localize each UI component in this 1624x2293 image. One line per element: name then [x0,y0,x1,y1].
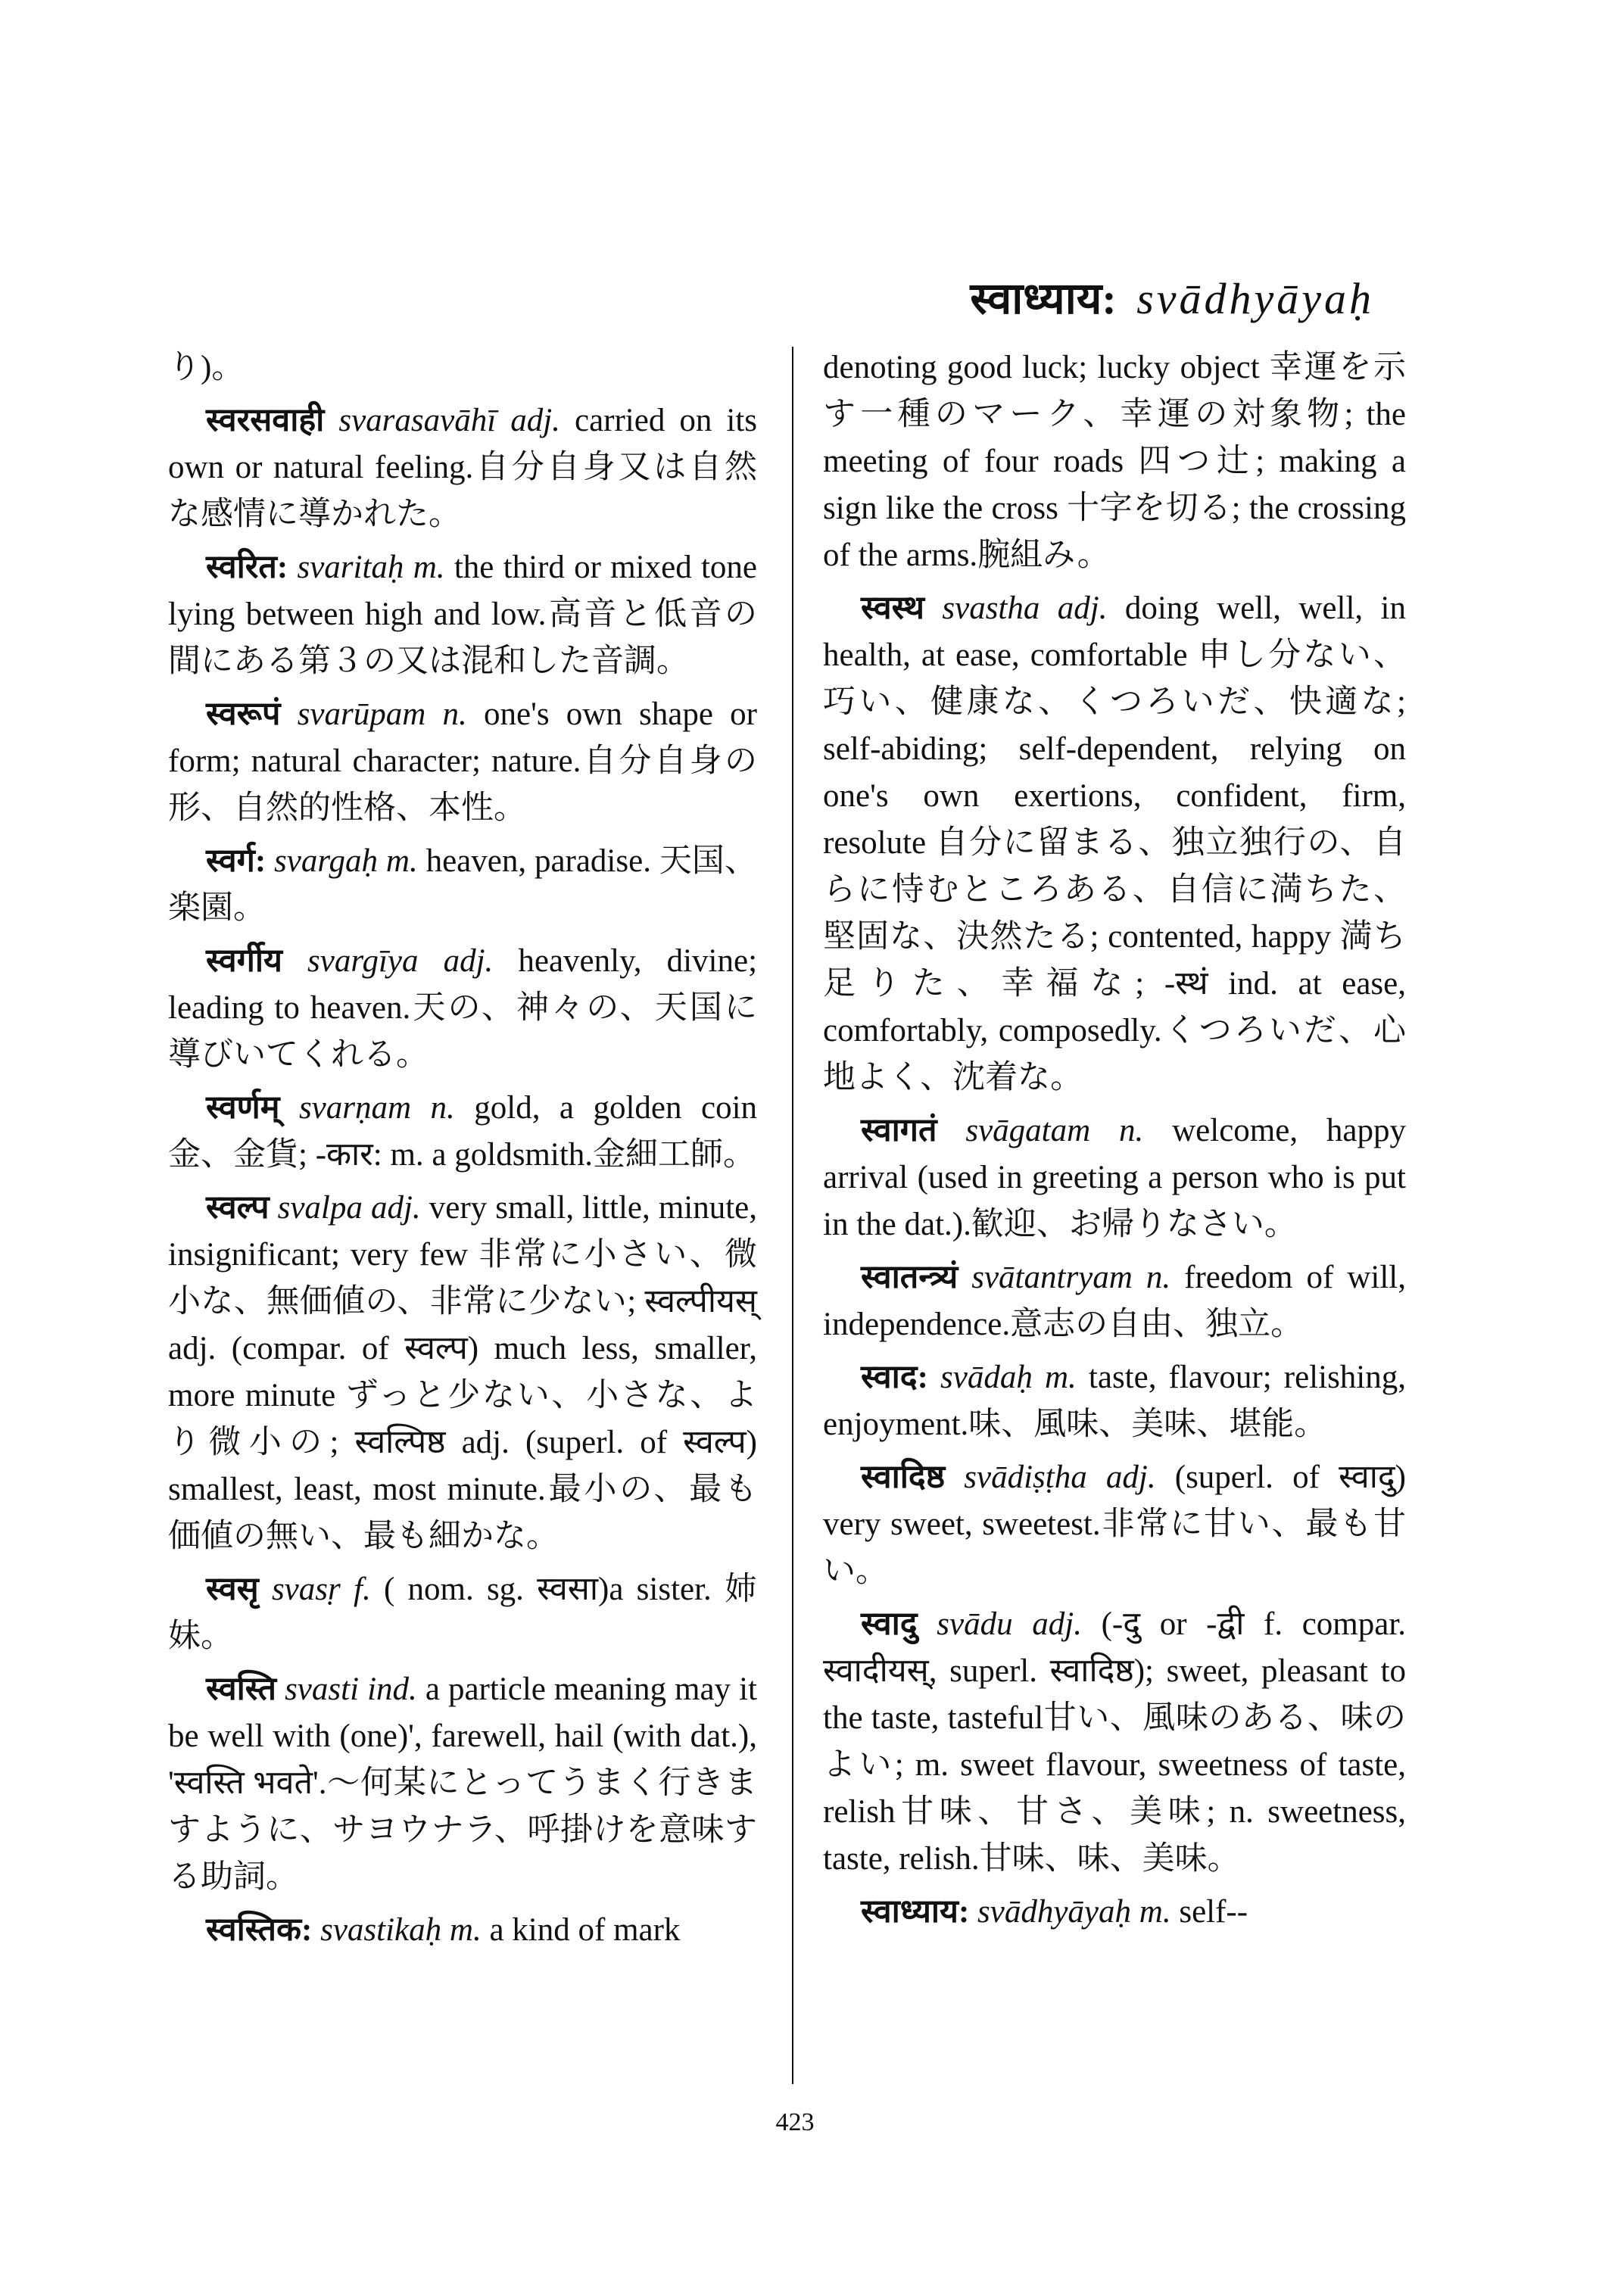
dictionary-entry [168,1185,757,1560]
transliteration: svarṇam [298,1090,412,1126]
transliteration: svargaḥ [274,843,379,879]
definition: freedom of will, independence.意志の自由、独立。 [823,1260,1406,1342]
headword: स्वस्ति [206,1671,277,1707]
headword: स्वर्ग: [206,843,267,879]
transliteration: svalpa [277,1190,363,1226]
dictionary-entry [168,1666,757,1901]
transliteration: svaritaḥ [297,550,404,585]
dictionary-entry [823,1108,1406,1248]
dictionary-entry [168,397,757,538]
headword: स्वाध्याय: [861,1894,970,1930]
grammar-label: adj. [370,1190,421,1226]
left-column [168,344,757,1960]
transliteration: svastikaḥ [320,1912,442,1948]
dictionary-entry [168,838,757,932]
page-number: 423 [775,2108,815,2136]
definition: one's own shape or form; natural character; nature.自分自身の形、自然的性格、本性。 [168,696,757,826]
definition: carried on its own or natural feeling.自分自身又は自然な感情に導かれた。 [168,403,758,532]
dictionary-entry [823,1354,1406,1448]
running-head [970,266,1374,326]
definition: heavenly, divine; leading to heaven.天の、神々の、天国に導びいてくれる。 [168,943,758,1073]
headword: स्वाद: [861,1360,928,1395]
grammar-label: m. [449,1912,482,1948]
transliteration: svastha [942,590,1040,626]
grammar-label: n. [1119,1113,1144,1148]
grammar-label: f. [354,1572,371,1607]
grammar-label: m. [385,843,418,879]
grammar-label: adj. [1057,590,1108,626]
dictionary-entry [168,1566,757,1660]
transliteration: svarūpam [297,696,426,732]
transliteration: svasti [285,1671,360,1707]
definition: very small, little, minute, insignificant; very few 非常に小さい、微小な、無価値の、非常に少ない; स्वल्पीयस् adj. (compar. of स्वल्प) much less, smaller, more minute ずっと少ない、小さな、より微小の; स्वल्पिष्ठ adj. (superl. of स्वल्प) smallest, least, most minute.最小の、最も価値の無い、最も細かな。 [168,1190,758,1554]
grammar-label: m. [1044,1360,1077,1395]
running-head-devanagari: स्वाध्याय: [970,274,1117,323]
column-divider [792,347,793,2084]
transliteration: svāgatam [965,1113,1091,1148]
dictionary-entry [168,344,757,391]
running-head-transliteration: svādhyāyaḥ [1136,274,1374,323]
definition: denoting good luck; lucky object 幸運を示す一種のマーク、幸運の対象物; the meeting of four roads 四つ辻; making a sign like the cross 十字を切る; the crossing of the arms.腕組み。 [823,350,1406,573]
transliteration: svādaḥ [940,1360,1033,1395]
grammar-label: m. [413,550,445,585]
definition: り)。 [168,350,245,385]
transliteration: svādu [937,1606,1013,1642]
dictionary-entry [168,938,757,1079]
definition: gold, a golden coin 金、金貨; -कार: m. a goldsmith.金細工師。 [168,1090,758,1173]
definition: welcome, happy arrival (used in greeting a person who is put in the dat.).歓迎、お帰りなさい。 [823,1113,1406,1242]
headword: स्वल्प [206,1190,270,1226]
dictionary-entry [823,1889,1406,1936]
definition: taste, flavour; relishing, enjoyment.味、風味、美味、堪能。 [823,1360,1407,1442]
grammar-label: adj. [1032,1606,1082,1642]
right-column [823,344,1406,1942]
headword: स्वरूपं [206,696,281,732]
dictionary-entry [823,585,1406,1101]
dictionary-entry [168,691,757,832]
definition: (-दु or -द्वी f. compar. स्वादीयस्, superl. स्वादिष्ठ); sweet, pleasant to the taste, tasteful甘い、風味のある、味のよい; m. sweet flavour, sweetness of taste, relish甘味、甘さ、美味; n. sweetness, taste, relish.甘味、味、美味。 [823,1606,1407,1877]
headword: स्वातन्त्र्यं [861,1260,959,1295]
definition: the third or mixed tone lying between high and low.高音と低音の間にある第３の又は混和した音調。 [168,550,758,679]
transliteration: svasṛ [271,1572,341,1607]
grammar-label: m. [1139,1894,1171,1930]
grammar-label: n. [442,696,467,732]
grammar-label: adj. [443,943,494,979]
transliteration: svādiṣṭha [964,1460,1087,1495]
dictionary-entry [168,544,757,685]
definition: a kind of mark [489,1912,681,1948]
definition: self-- [1179,1894,1248,1930]
definition: a particle meaning may it be well with (one)', farewell, hail (with dat.), 'स्वस्ति भवते'.～何某にとってうまく行きますように、サヨウナラ、呼掛けを意味する助詞。 [168,1671,757,1895]
headword: स्वस्थ [861,590,924,626]
transliteration: svātantryam [971,1260,1133,1295]
headword: स्वर्गीय [206,943,282,979]
dictionary-entry [823,344,1406,579]
headword: स्वादु [861,1606,918,1642]
headword: स्वरित: [206,550,288,585]
definition: ( nom. sg. स्वसा)a sister. 姉妹。 [168,1572,758,1654]
transliteration: svādhyāyaḥ [977,1894,1132,1930]
dictionary-entry [823,1254,1406,1348]
headword: स्वसृ [206,1572,259,1607]
transliteration: svargīya [307,943,419,979]
grammar-label: n. [1146,1260,1171,1295]
dictionary-entry [823,1601,1406,1883]
grammar-label: adj. [1105,1460,1156,1495]
definition: heaven, paradise. 天国、楽園。 [168,843,758,926]
headword: स्वस्तिक: [206,1912,313,1948]
headword: स्वर्णम् [206,1090,280,1126]
transliteration: svarasavāhī [338,403,497,438]
headword: स्वरसवाही [206,403,325,438]
dictionary-entry [168,1085,757,1179]
definition: (superl. of स्वादु) very sweet, sweetest.非常に甘い、最も甘い。 [823,1460,1406,1589]
headword: स्वागतं [861,1113,937,1148]
dictionary-entry [168,1907,757,1954]
grammar-label: adj. [510,403,560,438]
dictionary-entry [823,1454,1406,1595]
headword: स्वादिष्ठ [861,1460,946,1495]
grammar-label: n. [430,1090,455,1126]
definition: doing well, well, in health, at ease, comfortable 申し分ない、巧い、健康な、くつろいだ、快適な; self-abiding; self-dependent, relying on one's own exertions, confident, firm, resolute 自分に留まる、独立独行の、自らに恃むところある、自信に満ちた、堅固な、決然たる; contented, happy 満ち足りた、幸福な; -स्थं ind. at ease, comfortably, composedly.くつろいだ、心地よく、沈着な。 [823,590,1406,1095]
grammar-label: ind. [367,1671,417,1707]
